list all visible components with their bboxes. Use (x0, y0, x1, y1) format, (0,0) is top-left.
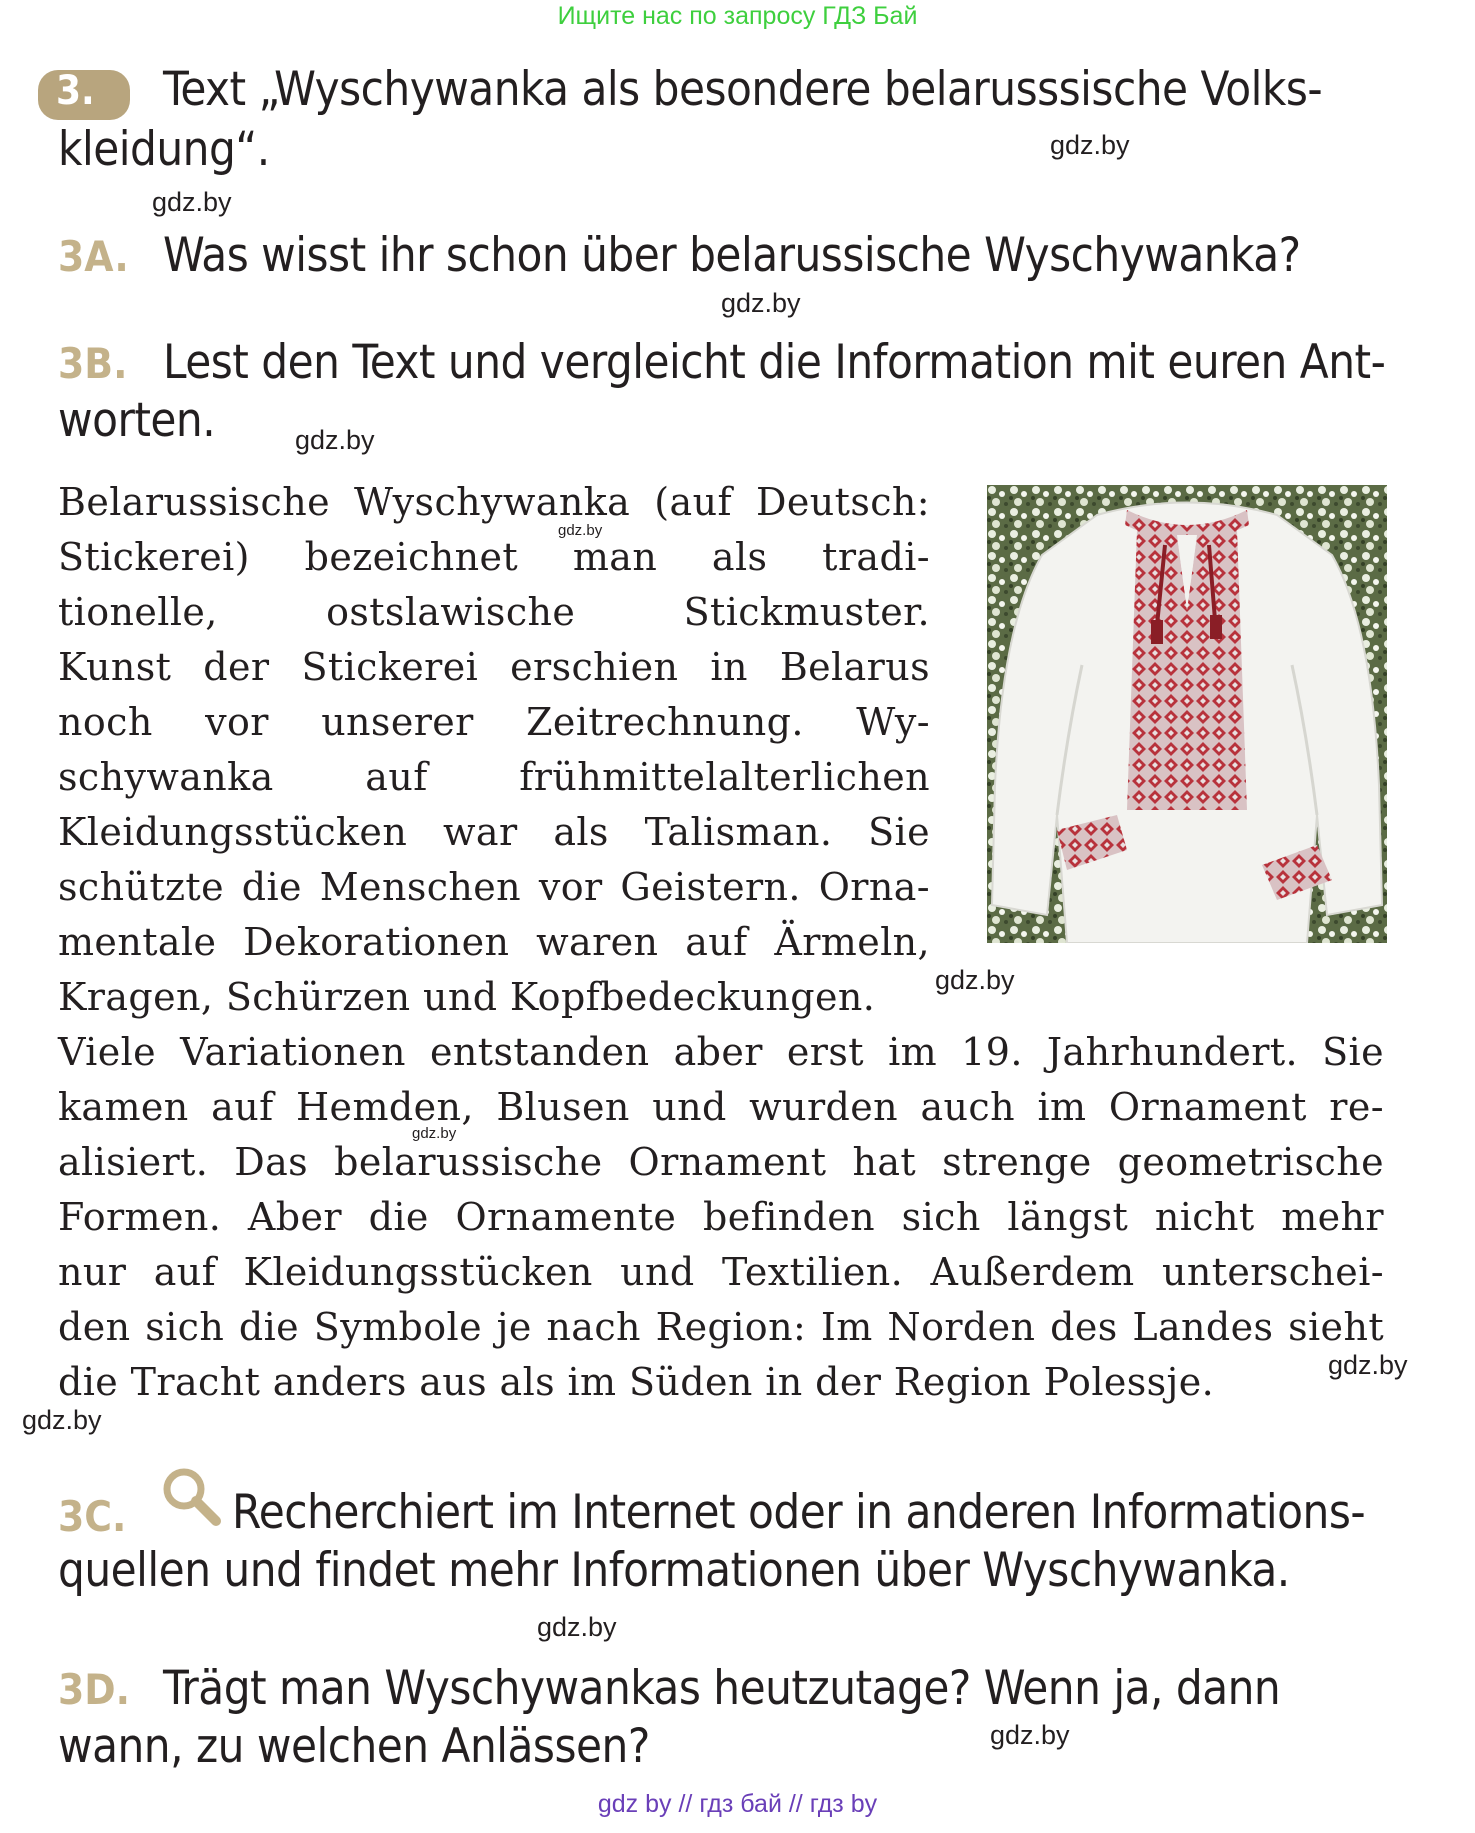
text-line: tionelle, ostslawische Stickmuster. (58, 590, 930, 634)
text-line: schützte die Menschen vor Geistern. Orna- (58, 865, 930, 909)
wyschywanka-shirt-photo (987, 485, 1387, 943)
reading-text-wrapped (58, 475, 930, 1025)
text-line: kamen auf Hemden, Blusen und wurden auch im Ornament re- (58, 1085, 1384, 1129)
task-3d-number: 3D. (58, 1665, 131, 1714)
text-line: Belarussische Wyschywanka (auf Deutsch: (58, 480, 930, 524)
magnifier-icon (160, 1465, 224, 1529)
watermark: gdz.by (721, 288, 801, 318)
task-3c-line2: quellen und findet mehr Informationen über Wyschywanka. (58, 1543, 1290, 1598)
footer-links[interactable]: gdz by // гдз бай // гдз by (597, 1790, 878, 1818)
task-3b-number: 3B. (58, 339, 128, 388)
text-line: den sich die Symbole je nach Region: Im Norden des Landes sieht (58, 1305, 1384, 1349)
watermark: gdz.by (1328, 1350, 1408, 1380)
text-line: noch vor unserer Zeitrechnung. Wy- (58, 700, 930, 744)
watermark: gdz.by (537, 1612, 617, 1642)
text-line: Kleidungsstücken war als Talisman. Sie (58, 810, 930, 854)
task-3-title-line2: kleidung“. (58, 122, 270, 177)
task-3-number: 3. (56, 68, 95, 114)
task-3c-number: 3C. (58, 1492, 127, 1541)
text-line: Formen. Aber die Ornamente befinden sich längst nicht mehr (58, 1195, 1384, 1239)
text-line: schywanka auf frühmittelalterlichen (58, 755, 930, 799)
watermark: gdz.by (558, 522, 603, 539)
task-3-title-line1: Text „Wyschywanka als besondere belarusssische Volks- (163, 62, 1323, 117)
text-line: Kunst der Stickerei erschien in Belarus (58, 645, 930, 689)
watermark: gdz.by (1050, 130, 1130, 160)
watermark: gdz.by (152, 187, 232, 217)
text-line: die Tracht anders aus als im Süden in der Region Polessje. (58, 1360, 1215, 1404)
task-3d-line1: Trägt man Wyschywankas heutzutage? Wenn ja, dann (163, 1661, 1281, 1716)
text-line: Kragen, Schürzen und Kopfbedeckungen. (58, 975, 876, 1019)
watermark: gdz.by (295, 425, 375, 455)
top-banner[interactable]: Ищите нас по запросу ГДЗ Бай (557, 2, 918, 30)
text-line: mentale Dekorationen waren auf Ärmeln, (58, 920, 930, 964)
watermark: gdz.by (412, 1125, 457, 1142)
task-3c-line1: Recherchiert im Internet oder in anderen Informations- (232, 1485, 1366, 1540)
task-3a-number: 3A. (58, 232, 129, 281)
task-3d-line2: wann, zu welchen Anlässen? (58, 1719, 650, 1774)
watermark: gdz.by (22, 1405, 102, 1435)
task-3b-line2: worten. (58, 393, 216, 448)
watermark: gdz.by (935, 965, 1015, 995)
text-line: Viele Variationen entstanden aber erst im 19. Jahrhundert. Sie (58, 1030, 1384, 1074)
text-line: alisiert. Das belarussische Ornament hat strenge geometrische (58, 1140, 1384, 1184)
text-line: nur auf Kleidungsstücken und Textilien. Außerdem unterschei- (58, 1250, 1384, 1294)
watermark: gdz.by (990, 1720, 1070, 1750)
reading-text-full (58, 1025, 1384, 1410)
task-3b-line1: Lest den Text und vergleicht die Information mit euren Ant- (163, 335, 1386, 390)
task-3a-text: Was wisst ihr schon über belarussische Wyschywanka? (163, 228, 1301, 283)
text-line: Stickerei) bezeichnet man als tradi- (58, 535, 930, 579)
